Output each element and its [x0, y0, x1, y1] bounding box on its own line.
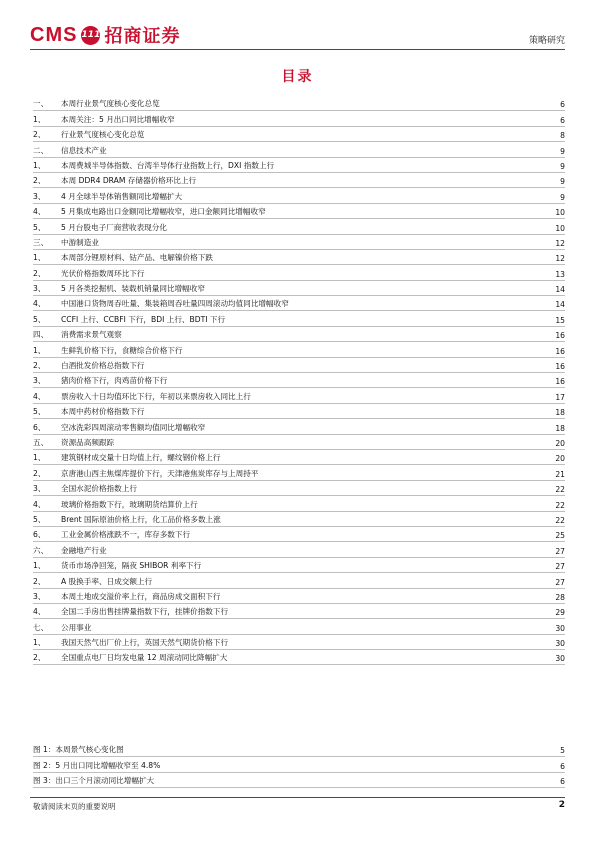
toc-entry-text: [33, 606, 541, 617]
toc-entry-page: 30: [555, 623, 565, 633]
toc-entry-number: 3、: [33, 284, 46, 294]
toc-entry-page: 18: [555, 408, 565, 418]
toc-entry-page: 20: [555, 438, 565, 448]
toc-entry-number: 3、: [33, 484, 46, 494]
toc-entry-text: [33, 591, 541, 602]
toc-entry-label: A 股换手率、日成交额上行: [61, 576, 153, 586]
figure-entry[interactable]: [33, 773, 565, 788]
toc-entry-text: [33, 191, 541, 202]
toc-entry-page: 25: [555, 531, 565, 541]
toc-entry-label: 货币市场净回笼，隔夜 SHIBOR 利率下行: [61, 561, 202, 571]
toc-entry[interactable]: [33, 558, 565, 573]
toc-entry-label: 本周部分锂原材料、钴产品、电解镍价格下跌: [61, 253, 213, 263]
toc-entry-page: 16: [555, 346, 565, 356]
toc-entry-label: 建筑钢材成交量十日均值上行，螺纹钢价格上行: [61, 453, 221, 463]
toc-entry-label: 空冰洗彩四周滚动零售额均值同比增幅收窄: [61, 422, 206, 432]
toc-entry-label: 本周中药材价格指数下行: [61, 407, 145, 417]
toc-entry-page: 22: [555, 515, 565, 525]
toc-entry[interactable]: [33, 496, 565, 511]
toc-entry-text: [33, 483, 541, 494]
toc-entry-label: 5 月集成电路出口金额同比增幅收窄，进口金额同比增幅收窄: [61, 207, 266, 217]
toc-entry-page: 14: [555, 300, 565, 310]
logo-text-cn: 招商证券: [104, 26, 181, 47]
toc-entry-label: 本周 DDR4 DRAM 存储器价格环比上行: [61, 176, 197, 186]
toc-entry-text: [33, 114, 541, 125]
toc-entry-number: 1、: [33, 160, 46, 170]
toc-entry-page: 27: [555, 562, 565, 572]
toc-entry-number: 4、: [33, 391, 46, 401]
toc-entry-page: 6: [560, 100, 565, 110]
toc-entry-number: 五、: [33, 437, 49, 447]
toc-entry-page: 28: [555, 592, 565, 602]
toc-entry-text: [33, 652, 541, 663]
figure-entry-text: [33, 760, 541, 771]
toc-entry-label: 我国天然气出厂价上行，英国天然气期货价格下行: [61, 638, 229, 648]
toc-entry-number: 4、: [33, 607, 46, 617]
footer-disclaimer: 敬请阅读末页的重要说明: [33, 802, 116, 811]
toc-entry-text: [33, 175, 541, 186]
toc-entry[interactable]: [33, 589, 565, 604]
toc-entry-number: 1、: [33, 114, 46, 124]
toc-entry-page: 27: [555, 546, 565, 556]
figure-entry[interactable]: [33, 742, 565, 757]
toc-entry[interactable]: [33, 573, 565, 588]
toc-entry[interactable]: [33, 527, 565, 542]
toc-entry-label: 京唐港山西主焦煤库提价下行，天津港焦炭库存与上周持平: [61, 468, 259, 478]
toc-entry-number: 3、: [33, 191, 46, 201]
toc-entry[interactable]: [33, 235, 565, 250]
toc-entry-label: 生鲜乳价格下行，食糖综合价格下行: [61, 345, 183, 355]
toc-entry-page: 9: [560, 161, 565, 171]
toc-entry[interactable]: [33, 373, 565, 388]
toc-entry-number: 6、: [33, 422, 46, 432]
toc-entry-text: [33, 514, 541, 525]
toc-entry-text: [33, 437, 541, 448]
toc-entry-label: 公用事业: [61, 622, 92, 632]
toc-entry-text: [33, 98, 541, 109]
toc-entry-label: 本周关注：5 月出口同比增幅收窄: [61, 114, 175, 124]
toc-entry-page: 9: [560, 146, 565, 156]
toc-entry-label: CCFI 上行、CCBFI 下行，BDI 上行、BDTI 下行: [61, 314, 226, 324]
toc-entry-page: 14: [555, 285, 565, 295]
toc-entry-page: 10: [555, 208, 565, 218]
figure-entry-text: [33, 744, 541, 755]
figure-entry-label: 图 2：5 月出口同比增幅收窄至 4.8%: [33, 760, 161, 770]
toc-entry-label: 中游制造业: [61, 237, 99, 247]
toc-entry-label: 消费需求景气观察: [61, 330, 122, 340]
toc-entry-number: 二、: [33, 145, 49, 155]
toc-entry-text: [33, 298, 541, 309]
toc-entry-text: [33, 422, 541, 433]
toc-entry-text: [33, 329, 541, 340]
toc-entry-text: [33, 499, 541, 510]
toc-entry-number: 1、: [33, 638, 46, 648]
toc-entry-number: 三、: [33, 237, 49, 247]
toc-entry-page: 22: [555, 485, 565, 495]
figure-list: [33, 742, 565, 788]
toc-entry-number: 四、: [33, 330, 49, 340]
toc-entry-page: 27: [555, 577, 565, 587]
figure-entry-text: [33, 775, 541, 786]
toc-entry-text: [33, 375, 541, 386]
toc-entry-number: 2、: [33, 268, 46, 278]
company-logo: [30, 23, 180, 47]
toc-entry[interactable]: [33, 96, 565, 111]
toc-entry[interactable]: [33, 388, 565, 403]
toc-entry[interactable]: [33, 604, 565, 619]
toc-entry[interactable]: [33, 542, 565, 557]
toc-entry-text: [33, 145, 541, 156]
toc-entry[interactable]: [33, 342, 565, 357]
page-number: 2: [558, 800, 565, 810]
toc-entry-label: 票房收入十日均值环比下行，年初以来票房收入同比上行: [61, 391, 251, 401]
toc-entry-number: 4、: [33, 499, 46, 509]
toc-entry-page: 15: [555, 315, 565, 325]
toc-entry[interactable]: [33, 404, 565, 419]
toc-entry-page: 12: [555, 254, 565, 264]
toc-entry-text: [33, 129, 541, 140]
toc-entry-page: 18: [555, 423, 565, 433]
toc-entry-number: 一、: [33, 99, 49, 109]
toc-entry[interactable]: [33, 311, 565, 326]
toc-entry[interactable]: [33, 250, 565, 265]
toc-entry[interactable]: [33, 358, 565, 373]
toc-entry-label: 全国二手房出售挂牌量指数下行，挂牌价指数下行: [61, 607, 229, 617]
toc-entry[interactable]: [33, 635, 565, 650]
toc-entry-text: [33, 206, 541, 217]
toc-entry-text: [33, 360, 541, 371]
toc-entry[interactable]: [33, 650, 565, 665]
toc-entry-text: [33, 468, 541, 479]
figure-entry-page: 5: [560, 746, 565, 756]
toc-entry-label: 全国水泥价格指数上行: [61, 484, 137, 494]
figure-entry-label: 图 3：出口三个月滚动同比增幅扩大: [33, 776, 155, 786]
toc-entry-number: 2、: [33, 361, 46, 371]
toc-entry-label: 本周行业景气度核心变化总览: [61, 99, 160, 109]
toc-entry-page: 13: [555, 269, 565, 279]
toc-entry-number: 3、: [33, 376, 46, 386]
toc-entry-label: 本周费城半导体指数、台湾半导体行业指数上行，DXI 指数上行: [61, 160, 275, 170]
toc-entry-number: 1、: [33, 561, 46, 571]
toc-entry-number: 1、: [33, 453, 46, 463]
toc-entry-number: 4、: [33, 207, 46, 217]
toc-entry-text: [33, 345, 541, 356]
toc-entry[interactable]: [33, 327, 565, 342]
toc-entry-number: 七、: [33, 622, 49, 632]
toc-entry-text: [33, 576, 541, 587]
toc-entry-label: 光伏价格指数周环比下行: [61, 268, 145, 278]
toc-entry[interactable]: [33, 158, 565, 173]
toc-entry-page: 16: [555, 331, 565, 341]
toc-entry[interactable]: [33, 296, 565, 311]
toc-entry-number: 2、: [33, 468, 46, 478]
figure-entry[interactable]: [33, 757, 565, 772]
toc-entry-label: 白酒批发价格总指数下行: [61, 361, 145, 371]
toc-entry-label: 中国港口货物周吞吐量、集装箱周吞吐量四周滚动均值同比增幅收窄: [61, 299, 289, 309]
toc-entry-text: [33, 560, 541, 571]
figure-entry-label: 图 1：本周景气核心变化图: [33, 745, 124, 755]
toc-entry-text: [33, 222, 541, 233]
toc-entry-number: 5、: [33, 514, 46, 524]
header-divider: [30, 49, 565, 50]
toc-entry[interactable]: [33, 188, 565, 203]
toc-entry-text: [33, 160, 541, 171]
page-header: [30, 20, 565, 50]
table-of-contents: [33, 96, 565, 665]
toc-entry-page: 12: [555, 238, 565, 248]
toc-entry[interactable]: [33, 465, 565, 480]
toc-entry-number: 2、: [33, 576, 46, 586]
toc-entry-text: [33, 391, 541, 402]
toc-entry-label: 4 月全球半导体销售额同比增幅扩大: [61, 191, 183, 201]
logo-text-en: CMS: [30, 23, 78, 46]
toc-entry[interactable]: [33, 111, 565, 126]
toc-entry[interactable]: [33, 619, 565, 634]
toc-entry-page: 21: [555, 469, 565, 479]
toc-entry-number: 1、: [33, 253, 46, 263]
toc-entry-label: 5 月各类挖掘机、装载机销量同比增幅收窄: [61, 284, 205, 294]
toc-entry-page: 10: [555, 223, 565, 233]
toc-entry-number: 2、: [33, 130, 46, 140]
toc-entry[interactable]: [33, 173, 565, 188]
toc-entry-page: 30: [555, 639, 565, 649]
toc-entry-number: 5、: [33, 314, 46, 324]
toc-entry[interactable]: [33, 142, 565, 157]
toc-entry[interactable]: [33, 419, 565, 434]
toc-entry-page: 20: [555, 454, 565, 464]
toc-entry-label: 资源品高频跟踪: [61, 437, 115, 447]
toc-title: 目录: [281, 69, 314, 85]
toc-entry-number: 5、: [33, 407, 46, 417]
toc-entry[interactable]: [33, 265, 565, 280]
toc-entry[interactable]: [33, 450, 565, 465]
toc-entry-number: 1、: [33, 345, 46, 355]
toc-entry-number: 2、: [33, 176, 46, 186]
logo-mark-icon: 111: [81, 26, 100, 45]
toc-entry-text: [33, 545, 541, 556]
toc-entry-page: 29: [555, 608, 565, 618]
toc-entry-label: 本周土地成交溢价率上行，商品房成交面积下行: [61, 591, 221, 601]
toc-entry[interactable]: [33, 219, 565, 234]
toc-entry-label: 行业景气度核心变化总览: [61, 130, 145, 140]
toc-entry-label: 5 月台股电子厂商营收表现分化: [61, 222, 167, 232]
toc-entry-page: 22: [555, 500, 565, 510]
toc-entry[interactable]: [33, 512, 565, 527]
toc-entry[interactable]: [33, 281, 565, 296]
toc-entry-number: 六、: [33, 545, 49, 555]
toc-entry-text: [33, 406, 541, 417]
toc-entry-text: [33, 637, 541, 648]
toc-entry-number: 6、: [33, 530, 46, 540]
toc-entry-text: [33, 268, 541, 279]
toc-entry-page: 8: [560, 131, 565, 141]
toc-entry-label: 信息技术产业: [61, 145, 107, 155]
toc-entry-text: [33, 252, 541, 263]
toc-entry[interactable]: [33, 127, 565, 142]
toc-entry-label: 工业金属价格涨跌不一，库存多数下行: [61, 530, 191, 540]
toc-entry-number: 5、: [33, 222, 46, 232]
toc-entry-number: 3、: [33, 591, 46, 601]
figure-entry-page: 6: [560, 761, 565, 771]
toc-entry[interactable]: [33, 435, 565, 450]
toc-entry-label: Brent 国际原油价格上行，化工品价格多数上涨: [61, 514, 221, 524]
report-category: 策略研究: [528, 36, 565, 46]
toc-entry-page: 16: [555, 377, 565, 387]
toc-entry-text: [33, 314, 541, 325]
toc-entry-text: [33, 622, 541, 633]
toc-entry-text: [33, 237, 541, 248]
toc-entry-label: 全国重点电厂日均发电量 12 周滚动同比降幅扩大: [61, 653, 228, 663]
figure-entry-page: 6: [560, 777, 565, 787]
toc-entry-label: 金融地产行业: [61, 545, 107, 555]
toc-entry-text: [33, 283, 541, 294]
toc-entry-label: 猪肉价格下行，肉鸡苗价格下行: [61, 376, 168, 386]
toc-entry-page: 9: [560, 177, 565, 187]
toc-entry-page: 6: [560, 115, 565, 125]
toc-entry-number: 2、: [33, 653, 46, 663]
toc-entry-label: 玻璃价格指数下行，玻璃期货结算价上行: [61, 499, 198, 509]
toc-entry[interactable]: [33, 481, 565, 496]
toc-entry-number: 4、: [33, 299, 46, 309]
toc-entry-text: [33, 529, 541, 540]
toc-entry-page: 9: [560, 192, 565, 202]
toc-entry-page: 17: [555, 392, 565, 402]
toc-entry-page: 30: [555, 654, 565, 664]
toc-entry[interactable]: [33, 204, 565, 219]
toc-entry-text: [33, 452, 541, 463]
footer-divider: [30, 797, 565, 798]
toc-entry-page: 16: [555, 362, 565, 372]
